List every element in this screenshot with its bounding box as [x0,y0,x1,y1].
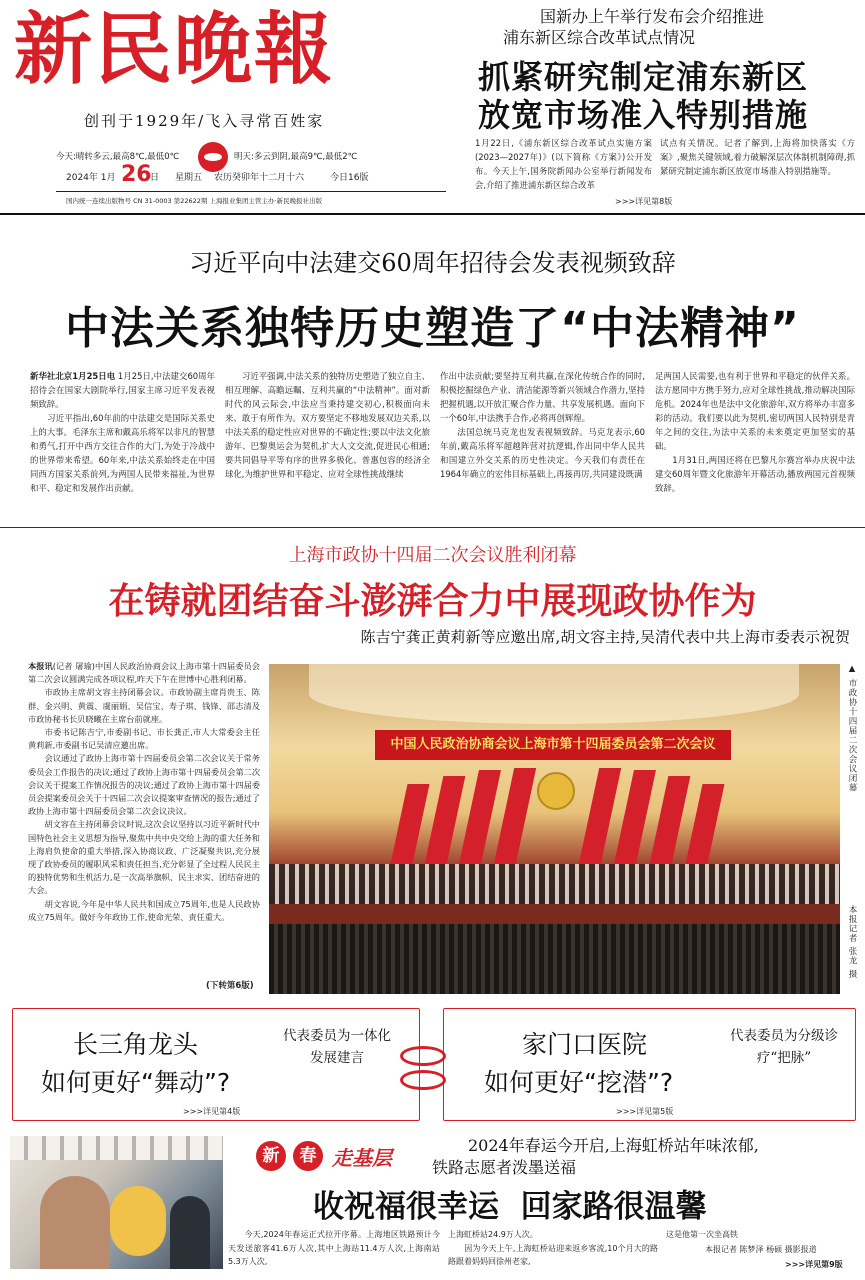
flag-right-1 [579,768,621,864]
cppcc-body [28,660,260,978]
promo-right-more[interactable]: >>>详见第5版 [616,1107,674,1116]
mother-figure [40,1176,110,1269]
ceiling-lights [309,664,799,724]
lead-kicker: 习近平向中法建交60周年招待会发表视频致辞 [189,249,676,277]
masthead-rule [56,191,446,192]
weather-tomorrow: 明天:多云到阴,最高9℃,最低2℃ [234,152,358,162]
cppcc-headline: 在铸就团结奋斗澎湃合力中展现政协作为 [108,581,757,622]
lead-column-4: 足两国人民需要,也有利于世界和平稳定的伙伴关系。法方愿同中方携手努力,应对全球性挑战,推动解决国际危机。2024年也是法中文化旅游年,双方将举办丰富多彩的活动。我们要以此为契机,密切两国人民特别是青年之间的交往,为法中关系的未来奠定更加坚实的基础。 1月31日,两国还将在巴黎凡尔赛宫举办庆祝中法建交60周年暨文化旅游年开幕活动,播放两国元首视频致辞。 [655,371,855,493]
presidium-rows [269,864,840,904]
flag-left-3 [459,770,501,864]
passenger-figure [170,1196,210,1269]
promo-right-line-2: 如何更好“挖潜”? [484,1068,674,1097]
train-station-photo [10,1136,223,1269]
section-divider [0,213,865,215]
promo-left-line-1: 长三角龙头 [73,1030,199,1059]
top-story-body-left: 1月22日,《浦东新区综合改革试点实施方案(2023—2027年)》(以下简称《方案》)公开发布。今天上午,国务院新闻办公室举行新闻发布会,介绍了推进浦东新区综合改革 [475,138,652,190]
flag-right-3 [650,776,691,864]
spring-credit: 本报记者 陈梦泽 杨硕 摄影报道 [705,1245,817,1254]
promo-right-side: 代表委员为分级诊疗“把脉” [730,1028,838,1066]
promo-right-line-1: 家门口医院 [522,1030,648,1059]
conference-photo [269,664,840,994]
masthead-logo: 新民晚報 [14,4,335,95]
top-story-headline-1: 抓紧研究制定浦东新区 [478,58,809,96]
section-divider-2 [0,527,865,528]
photo-caption: ▲ 市政协十四届二次会议闭幕 [847,664,857,793]
flag-left-1 [390,784,429,864]
promo-box-right[interactable] [443,1008,856,1121]
lunar-date: 农历癸卯年十二月十六 [214,173,305,183]
promo-box-left[interactable] [12,1008,420,1121]
badge-xin: 新 [256,1141,286,1171]
photo-credit: 本报记者 张龙 摄 [847,905,857,979]
logo-emblem-icon [198,142,228,172]
cppcc-continued[interactable]: (下转第6版) [206,981,254,991]
audience [269,924,840,994]
top-story-headline-2: 放宽市场准入特别措施 [478,96,809,134]
top-story-kicker-2: 浦东新区综合改革试点情况 [503,28,696,47]
baby-figure [110,1186,166,1256]
badge-zoujiceng: 走基层 [332,1146,392,1170]
lead-headline: 中法关系独特历史塑造了“中法精神” [65,303,800,354]
lead-dateline: 新华社北京1月25日电 [30,371,116,381]
lead-column-3: 作出中法贡献;要坚持互利共赢,在深化传统合作的同时,积极挖掘绿色产业、清洁能源等新兴领域合作潜力,坚持把握机遇,以开放汇聚合作力量、共享发展机遇。面向下一个60年,中法携手合作,必将再创辉煌。 法国总统马克龙也发表视频致辞。马克龙表示,60年前,戴高乐将军超越阵营对抗逻辑,作出同中华人民共和国建立外交关系的历史性决定。今天我们有责任在1964年确立的宏伟目标基础上,再接再厉,共同建设既满 [440,371,645,479]
cppcc-dateline: 本报讯 [28,661,53,671]
flag-left-4 [494,768,536,864]
promo-left-side: 代表委员为一体化发展建言 [283,1028,391,1066]
lead-column-2: 习近平强调,中法关系的独特历史塑造了独立自主、相互理解、高瞻远瞩、互利共赢的“中法精神”。面对新时代的风云际会,中法应当秉持建交初心,积极面向未来、敢于有所作为。双方要坚定不移地发展双边关系,以中法关系的稳定性应对世界的不确定性;要以中法文化旅游年、巴黎奥运会为契机,扩大人文交流,促进民心相通;要共同倡导平等有序的世界多极化、普惠包容的经济全球化,为维护世界和平稳定、应对全球性挑战继续 [225,371,430,479]
weather-today: 今天:晴转多云,最高8℃,最低0℃ [56,152,180,162]
weekday: 星期五 [175,173,203,183]
conference-banner: 中国人民政治协商会议上海市第十四届委员会第二次会议 [375,730,731,760]
promo-left-line-2: 如何更好“舞动”? [41,1068,231,1097]
cppcc-body-text: (记者 屠瑜)中国人民政治协商会议上海市第十四届委员会第二次会议圆满完成各项议程,昨天下午在世博中心胜利闭幕。 市政协主席胡文容主持闭幕会议。市政协副主席肖贵玉、陈群、金兴明、黄震、虞丽娟、吴信宝、寿子琪、钱锋、邵志清及市政协秘书长贝晓曦在主席台前就座。 市委书记陈吉宁,市委副书记、市长龚正,市人大常委会主任黄莉新,市委副书记吴清应邀出席。 会议通过了政协上海市第十四届委员会第二次会议关于常务委员会工作报告的决议;通过了政协上海市第十四届委员会第二次会议关于提案工作情况报告的决议;通过了政协上海市第十四届委员会提案委员会关于十四届二次会议提案审查情况的报告;通过了政协上海市第十四届委员会第二次会议决议。 胡文容在主持闭幕会议时说,这次会议坚持以习近平新时代中国特色社会主义思想为指导,聚焦中共中央交给上海的重大任务和上海肩负使命的重大举措,深入协商议政、广泛凝聚共识,充分展现了政协委员的履职风采和责任担当,充分彰显了全过程人民民主的独特优势和生机活力,是一次高举旗帜、民主求实、团结奋进的大会。 胡文容说,今年是中华人民共和国成立75周年,也是人民政协成立75周年。做好今年政协工作,使命光荣、责任重大。 [28,661,260,922]
date-suffix: 日 [150,173,160,183]
badge-chun: 春 [293,1141,323,1171]
spring-column-1: 今天,2024年春运正式拉开序幕。上海地区铁路预计今天发送旅客41.6万人次,其中上海站11.4万人次,上海南站5.3万人次, [228,1230,440,1266]
station-ceiling [10,1136,223,1160]
date-day: 26 [121,162,152,187]
spring-kicker-1: 2024年春运今开启,上海虹桥站年味浓郁, [468,1136,759,1155]
spring-column-2: 上海虹桥站24.9万人次。 因为今天上午,上海虹桥站迎来返乡客流,10个月大的路路跟着妈妈回徐州老家, [448,1230,658,1266]
stage-front [269,904,840,924]
flag-left-2 [425,776,466,864]
spring-kicker-2: 铁路志愿者泼墨送福 [432,1158,577,1177]
page-count: 今日16版 [330,173,369,183]
cppcc-kicker: 上海市政协十四届二次会议胜利闭幕 [288,545,577,566]
lead-column-1-text: 1月25日,中法建交60周年招待会在国家大剧院举行,国家主席习近平发表视频致辞。 习近平指出,60年前的中法建交是国际关系史上的大事。毛泽东主席和戴高乐将军以非凡的智慧和勇气,打开中西方交往合作的大门,为处于冷战中的世界带来希望。60年来,中法关系始终走在中国同西方国家关系前列,为两国人民带来福祉,为世界和平、稳定和发展作出贡献。 [30,371,215,493]
flag-right-4 [685,784,724,864]
masthead-slogan: 创刊于1929年/飞入寻常百姓家 [84,112,325,130]
spring-more-link[interactable]: >>>详见第9版 [785,1260,843,1269]
spring-column-3: 这是他第一次坐高铁 [666,1230,738,1239]
promo-left-more[interactable]: >>>详见第4版 [183,1107,241,1116]
date-prefix: 2024年 1月 [66,173,116,183]
top-story-body-right: 试点有关情况。记者了解到,上海将加快落实《方案》,聚焦关键领域,着力破解深层次体制机制障碍,抓紧研究制定浦东新区放宽市场准入特别措施等。 [660,138,855,176]
top-story-kicker-1: 国新办上午举行发布会介绍推进 [540,7,765,26]
spring-headline: 收祝福很幸运 回家路很温馨 [313,1189,707,1225]
top-story-more-link[interactable]: >>>详见第8版 [615,197,673,206]
cppcc-emblem-icon [537,772,575,810]
flag-right-2 [614,770,656,864]
issn-line: 国内统一连续出版物号 CN 31-0003 第22622期 上海报业集团主管主办·新民晚报社出版 [66,197,323,205]
lead-column-1 [30,369,215,519]
cppcc-subhead: 陈吉宁龚正黄莉新等应邀出席,胡文容主持,吴清代表中共上海市委表示祝贺 [360,628,850,646]
